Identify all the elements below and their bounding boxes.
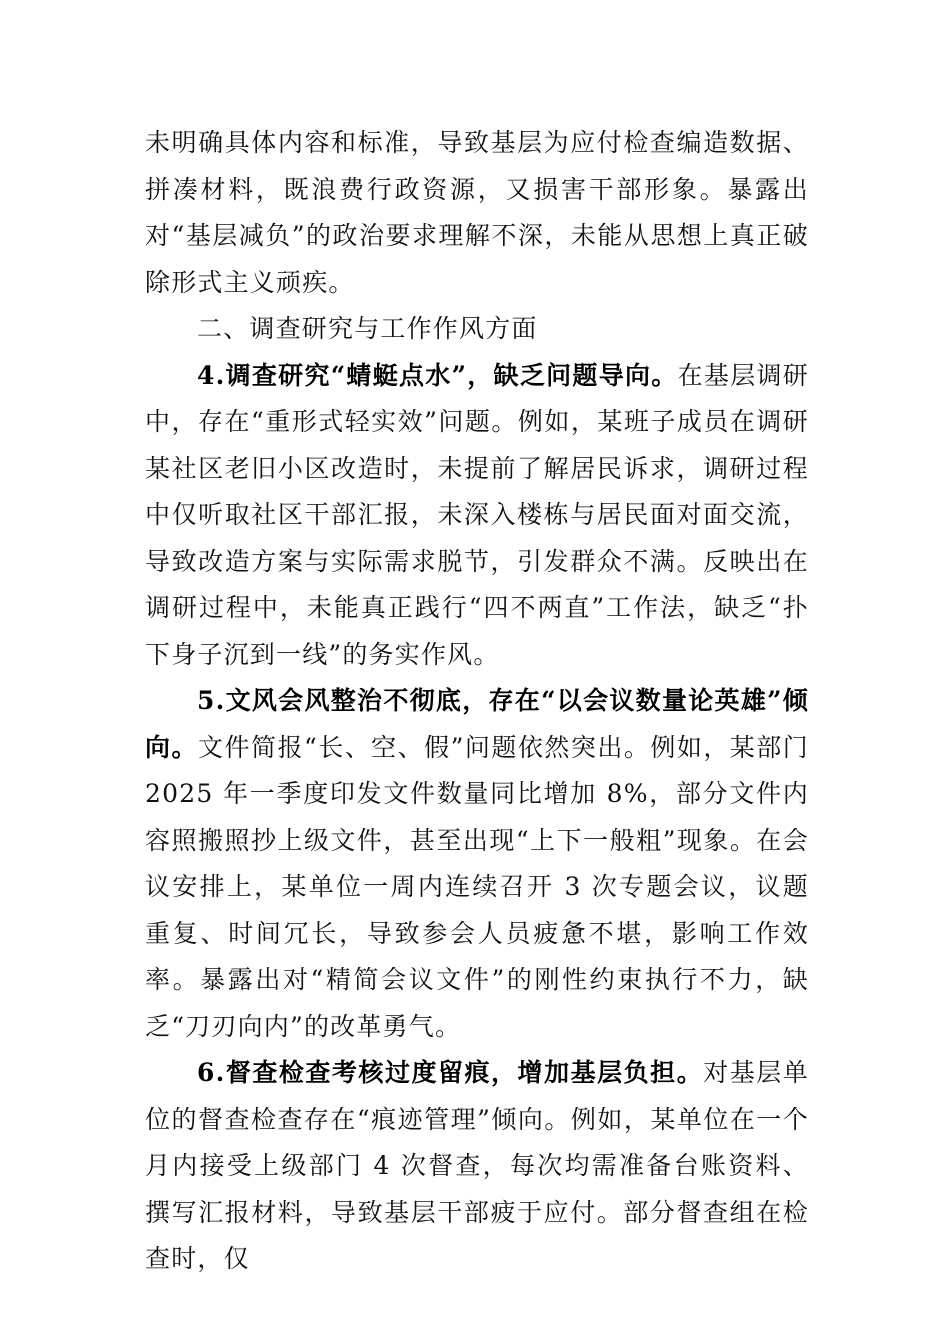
paragraph-item-6 [145,1050,809,1283]
item-4-title: 4.调查研究“蜻蜓点水”，缺乏问题导向。 [197,360,678,390]
item-6-title: 6.督查检查考核过度留痕，增加基层负担。 [197,1058,704,1087]
section-heading: 二、调查研究与工作作风方面 [197,314,538,343]
item-6-body: 对基层单位的督查检查存在“痕迹管理”倾向。例如，某单位在一个月内接受上级部门 4 次督查，每次均需准备台账资料、撰写汇报材料，导致基层干部疲于应付。部分督查组在检查时，仅 [145,1058,809,1273]
paragraph-item-5 [145,678,809,1050]
document-body [145,120,809,1283]
item-5-title: 5.文风会风整治不彻底，存在“以会议数量论英雄”倾向。 [145,686,809,762]
item-4-body: 在基层调研中，存在“重形式轻实效”问题。例如，某班子成员在调研某社区老旧小区改造时，未提前了解居民诉求，调研过程中仅听取社区干部汇报，未深入楼栋与居民面对面交流，导致改造方案与实际需求脱节，引发群众不满。反映出在调研过程中，未能真正践行“四不两直”工作法，缺乏“扑下身子沉到一线”的务实作风。 [145,360,809,669]
paragraph-continuation: 未明确具体内容和标准，导致基层为应付检查编造数据、拼凑材料，既浪费行政资源，又损害干部形象。暴露出对“基层减负”的政治要求理解不深，未能从思想上真正破除形式主义顽疾。 [145,128,809,297]
item-5-body: 文件简报“长、空、假”问题依然突出。例如，某部门 2025 年一季度印发文件数量同比增加 8%，部分文件内容照搬照抄上级文件，甚至出现“上下一般粗”现象。在会议安排上，某单位一周内连续召开 3 次专题会议，议题重复、时间冗长，导致参会人员疲惫不堪，影响工作效率。暴露出对“精简会议文件”的刚性约束执行不力，缺乏“刀刃向内”的改革勇气。 [145,732,809,1041]
paragraph-item-4 [145,353,809,679]
